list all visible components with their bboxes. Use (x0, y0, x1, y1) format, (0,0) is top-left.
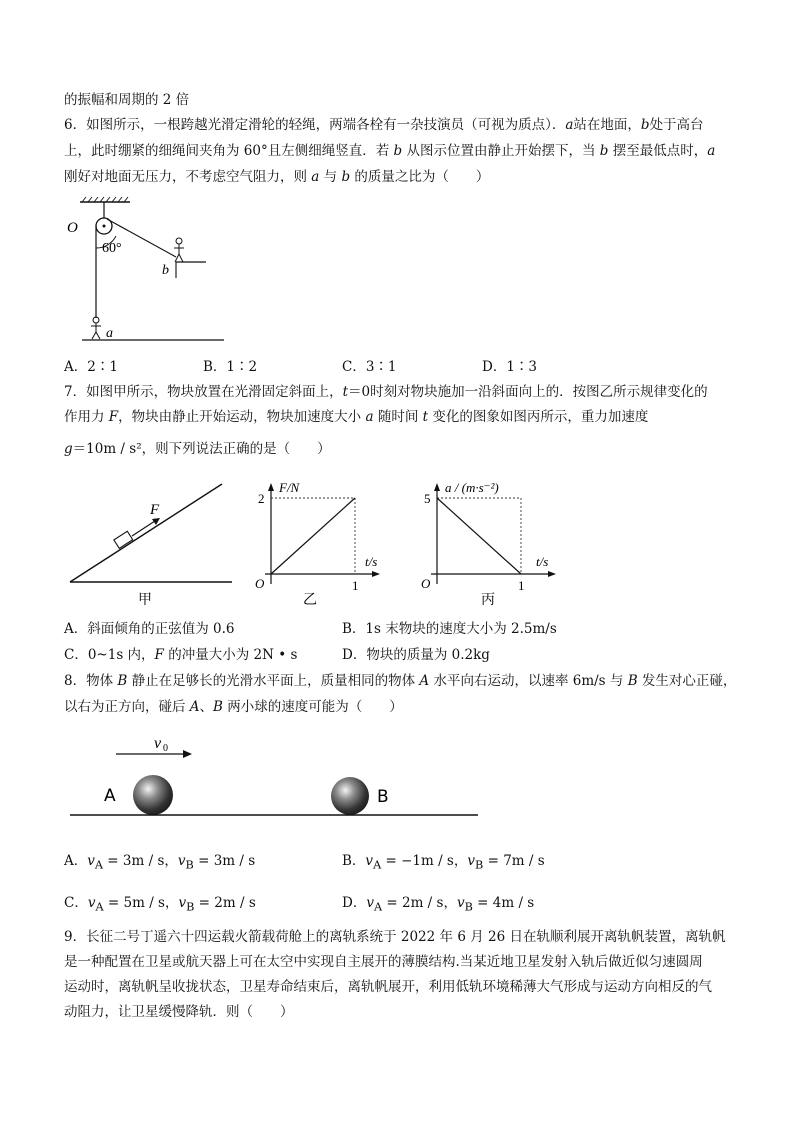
q6-line-3: 刚好对地面无压力，不考虑空气阻力，则 a 与 b 的质量之比为（ ） (64, 169, 490, 185)
label-ball-a: A (104, 786, 116, 806)
bing-origin: O (421, 576, 431, 591)
caption-bing: 丙 (481, 593, 495, 608)
q7-force-graph (249, 474, 389, 610)
q8-option-d: D．$v_A = 2m / s$，$v_B = 4m / s$ (342, 895, 535, 914)
q6-option-a: A．2∶1 (64, 359, 118, 375)
yi-xlabel: t/s (365, 554, 378, 569)
bing-ytick: 5 (424, 491, 431, 506)
bing-xlabel: t/s (536, 554, 549, 569)
acceleration-line (437, 498, 521, 574)
q8-line-2: 以右为正方向，碰后 A、B 两小球的速度可能为（ ） (64, 699, 403, 715)
q8-option-c: C．$v_A = 5m / s$，$v_B = 2m / s$ (64, 895, 256, 914)
q6-line-2: 上，此时绷紧的细绳间夹角为 60°且左侧细绳竖直．若 b 从图示位置由静止开始摆下，当 b 摆至最低点时，a (64, 143, 716, 159)
label-b: b (162, 263, 169, 278)
q7-option-c: C．0~1s 内，F 的冲量大小为 2N • s (64, 647, 298, 663)
q8-option-b: B．$v_A = -1m / s$，$v_B = 7m / s$ (342, 853, 545, 872)
q8-option-a: A．$v_A = 3m / s$，$v_B = 3m / s$ (64, 853, 256, 872)
force-line (271, 498, 355, 574)
q6-option-b: B．1∶2 (203, 359, 258, 375)
q8-line-1: 8．物体 B 静止在足够长的光滑水平面上，质量相同的物体 A 水平向右运动，以速率 6m/s 与 B 发生对心正碰， (64, 673, 737, 689)
label-a: a (106, 326, 113, 341)
previous-question-fragment: 的振幅和周期的 2 倍 (64, 92, 190, 108)
q9-line-1: 9．长征二号丁遥六十四运载火箭载荷舱上的离轨系统于 2022 年 6 月 26 日在轨顺利展开离轨帆装置，离轨帆 (64, 929, 726, 945)
q7-option-a: A．斜面倾角的正弦值为 0.6 (64, 621, 235, 637)
q7-line-3: g＝10m / s²，则下列说法正确的是（ ） (64, 441, 331, 457)
caption-jia: 甲 (138, 593, 152, 608)
q9-line-3: 运动时，离轨帆呈收拢状态，卫星寿命结束后，离轨帆展开，利用低轨环境稀薄大气形成与运动方向相反的气 (64, 979, 712, 995)
ball-b (331, 777, 369, 815)
q7-acceleration-graph (415, 474, 565, 610)
performer-b-icon (174, 238, 184, 262)
q6-option-d: D．1∶3 (482, 359, 538, 375)
q7-incline-figure (64, 476, 234, 608)
yi-origin: O (255, 576, 265, 591)
caption-yi: 乙 (303, 593, 317, 608)
yi-xtick: 1 (352, 578, 359, 593)
q7-line-2: 作用力 F，物块由静止开始运动，物块加速度大小 a 随时间 t 变化的图象如图丙所示，重力加速度 (64, 409, 649, 425)
q6-pulley-figure (64, 196, 224, 346)
ball-a (133, 775, 173, 815)
q9-line-4: 动阻力，让卫星缓慢降轨．则（ ） (64, 1004, 294, 1020)
q6-line-1: 6．如图所示，一根跨越光滑定滑轮的轻绳，两端各栓有一杂技演员（可视为质点）．a站在地面，b处于高台 (64, 117, 704, 133)
performer-a-icon (91, 317, 101, 339)
q7-option-b: B．1s 末物块的速度大小为 2.5m/s (342, 621, 557, 637)
q7-option-d: D．物块的质量为 0.2kg (342, 647, 490, 663)
angle-label: 60° (102, 241, 122, 256)
q8-collision-figure (64, 728, 484, 824)
force-label: F (150, 502, 160, 518)
v0-label: v (154, 735, 162, 752)
q9-line-2: 是一种配置在卫星或航天器上可在太空中实现自主展开的薄膜结构.当某近地卫星发射入轨后做近似匀速圆周 (64, 954, 703, 970)
q7-line-1: 7．如图甲所示，物块放置在光滑固定斜面上，t＝0时刻对物块施加一沿斜面向上的．按图乙所示规律变化的 (64, 384, 708, 400)
v0-subscript: 0 (163, 743, 168, 754)
label-ball-b: B (377, 787, 389, 807)
q6-option-c: C．3∶1 (342, 359, 397, 375)
yi-ytick: 2 (258, 491, 265, 506)
bing-xtick: 1 (518, 578, 525, 593)
pulley-label-o: O (67, 220, 78, 236)
yi-ylabel: F/N (279, 480, 300, 495)
block (114, 531, 133, 548)
bing-ylabel: a / (m·s⁻²) (445, 480, 499, 495)
